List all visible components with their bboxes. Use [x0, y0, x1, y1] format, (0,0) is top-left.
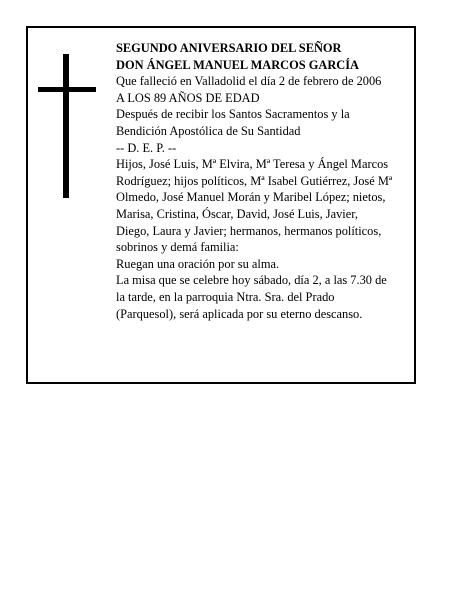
age-line: A LOS 89 AÑOS DE EDAD	[116, 90, 260, 105]
sacraments-line-2: Bendición Apostólica de Su Santidad	[116, 123, 301, 138]
obituary-notice	[26, 26, 416, 384]
notice-heading-line-2: DON ÁNGEL MANUEL MARCOS GARCÍA	[116, 57, 360, 72]
death-date-line: Que falleció en Valladolid el día 2 de febrero de 2006	[116, 74, 382, 89]
prayer-line: Ruegan una oración por su alma.	[116, 256, 280, 271]
family-line-2: Rodríguez; hijos políticos, Mª Isabel Gutiérrez, José Mª	[116, 173, 393, 188]
sacraments-line-1: Después de recibir los Santos Sacramentos y la	[116, 107, 350, 122]
cross-horizontal-bar	[38, 87, 96, 92]
family-line-1: Hijos, José Luis, Mª Elvira, Mª Teresa y Ángel Marcos	[116, 157, 389, 172]
family-line-5: Diego, Laura y Javier; hermanos, hermanos políticos,	[116, 223, 382, 238]
cross-vertical-bar	[63, 54, 69, 198]
rip-line: -- D. E. P. --	[116, 140, 177, 155]
cross-icon	[38, 54, 96, 198]
mass-line-3: (Parquesol), será aplicada por su eterno descanso.	[116, 306, 363, 321]
mass-line-2: la tarde, en la parroquia Ntra. Sra. del Prado	[116, 289, 335, 304]
family-line-4: Marisa, Cristina, Óscar, David, José Luis, Javier,	[116, 206, 358, 221]
family-line-6: sobrinos y demá familia:	[116, 240, 239, 255]
mass-line-1: La misa que se celebre hoy sábado, día 2, a las 7.30 de	[116, 273, 387, 288]
family-line-3: Olmedo, José Manuel Morán y Maribel López; nietos,	[116, 190, 386, 205]
notice-heading-line-1: SEGUNDO ANIVERSARIO DEL SEÑOR	[116, 41, 342, 55]
notice-text	[116, 40, 412, 322]
